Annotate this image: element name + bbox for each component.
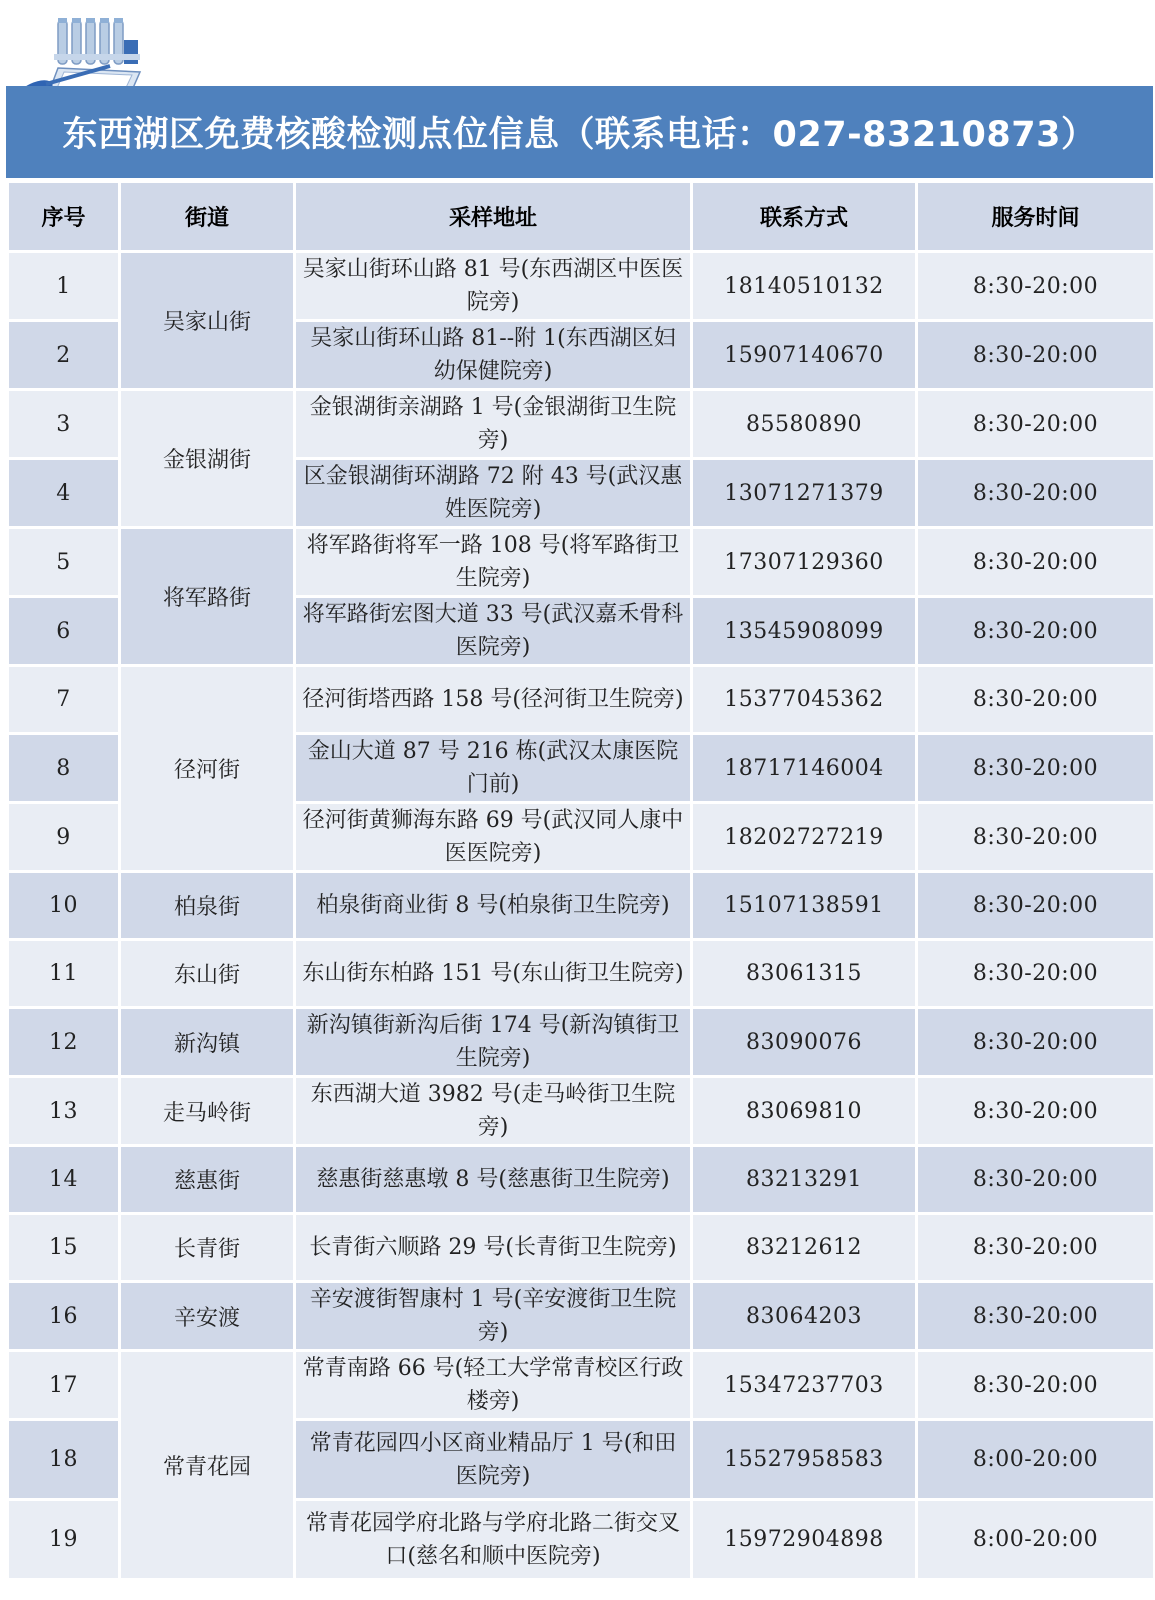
row-index: 1 <box>8 252 120 321</box>
contact-phone: 17307129360 <box>692 528 917 597</box>
sampling-address: 新沟镇街新沟后街 174 号(新沟镇街卫生院旁) <box>295 1008 692 1077</box>
table-row <box>8 1146 1154 1214</box>
contact-phone: 15347237703 <box>692 1351 917 1420</box>
sampling-address: 吴家山街环山路 81 号(东西湖区中医医院旁) <box>295 252 692 321</box>
column-header-address: 采样地址 <box>295 182 692 252</box>
sampling-address: 将军路街宏图大道 33 号(武汉嘉禾骨科医院旁) <box>295 597 692 666</box>
row-index: 16 <box>8 1282 120 1351</box>
contact-phone: 13071271379 <box>692 459 917 528</box>
table-row <box>8 528 1154 597</box>
street-name: 金银湖街 <box>120 390 295 528</box>
contact-phone: 83212612 <box>692 1214 917 1282</box>
service-hours: 8:30-20:00 <box>917 390 1154 459</box>
service-hours: 8:30-20:00 <box>917 872 1154 940</box>
row-index: 3 <box>8 390 120 459</box>
sampling-address: 长青街六顺路 29 号(长青街卫生院旁) <box>295 1214 692 1282</box>
service-hours: 8:30-20:00 <box>917 1146 1154 1214</box>
sampling-address: 金山大道 87 号 216 栋(武汉太康医院门前) <box>295 734 692 803</box>
service-hours: 8:30-20:00 <box>917 459 1154 528</box>
contact-phone: 15107138591 <box>692 872 917 940</box>
sampling-address: 吴家山街环山路 81--附 1(东西湖区妇幼保健院旁) <box>295 321 692 390</box>
sampling-address: 区金银湖街环湖路 72 附 43 号(武汉惠姓医院旁) <box>295 459 692 528</box>
service-hours: 8:30-20:00 <box>917 252 1154 321</box>
contact-phone: 18140510132 <box>692 252 917 321</box>
sampling-address: 柏泉街商业街 8 号(柏泉街卫生院旁) <box>295 872 692 940</box>
service-hours: 8:30-20:00 <box>917 734 1154 803</box>
row-index: 12 <box>8 1008 120 1077</box>
row-index: 9 <box>8 803 120 872</box>
contact-phone: 85580890 <box>692 390 917 459</box>
street-name: 长青街 <box>120 1214 295 1282</box>
service-hours: 8:30-20:00 <box>917 803 1154 872</box>
row-index: 14 <box>8 1146 120 1214</box>
page-title: 东西湖区免费核酸检测点位信息（联系电话：027-83210873） <box>62 115 1097 155</box>
column-header-street: 街道 <box>120 182 295 252</box>
street-name: 慈惠街 <box>120 1146 295 1214</box>
street-name: 东山街 <box>120 940 295 1008</box>
sampling-address: 辛安渡街智康村 1 号(辛安渡街卫生院旁) <box>295 1282 692 1351</box>
contact-phone: 83069810 <box>692 1077 917 1146</box>
contact-phone: 18202727219 <box>692 803 917 872</box>
street-name: 径河街 <box>120 666 295 872</box>
sampling-address: 将军路街将军一路 108 号(将军路街卫生院旁) <box>295 528 692 597</box>
row-index: 19 <box>8 1500 120 1580</box>
service-hours: 8:30-20:00 <box>917 1214 1154 1282</box>
contact-phone: 15527958583 <box>692 1420 917 1500</box>
row-index: 11 <box>8 940 120 1008</box>
service-hours: 8:30-20:00 <box>917 528 1154 597</box>
table-row <box>8 940 1154 1008</box>
table-row <box>8 1077 1154 1146</box>
street-name: 柏泉街 <box>120 872 295 940</box>
service-hours: 8:00-20:00 <box>917 1420 1154 1500</box>
sampling-address: 慈惠街慈惠墩 8 号(慈惠街卫生院旁) <box>295 1146 692 1214</box>
contact-phone: 83064203 <box>692 1282 917 1351</box>
table-row <box>8 1351 1154 1420</box>
row-index: 15 <box>8 1214 120 1282</box>
table-row <box>8 1008 1154 1077</box>
sampling-address: 常青南路 66 号(轻工大学常青校区行政楼旁) <box>295 1351 692 1420</box>
row-index: 8 <box>8 734 120 803</box>
table-row <box>8 1214 1154 1282</box>
sampling-address: 常青花园四小区商业精品厅 1 号(和田医院旁) <box>295 1420 692 1500</box>
service-hours: 8:30-20:00 <box>917 1008 1154 1077</box>
street-name: 吴家山街 <box>120 252 295 390</box>
street-name: 新沟镇 <box>120 1008 295 1077</box>
service-hours: 8:30-20:00 <box>917 597 1154 666</box>
row-index: 7 <box>8 666 120 734</box>
street-name: 辛安渡 <box>120 1282 295 1351</box>
row-index: 17 <box>8 1351 120 1420</box>
row-index: 18 <box>8 1420 120 1500</box>
contact-phone: 15377045362 <box>692 666 917 734</box>
column-header-phone: 联系方式 <box>692 182 917 252</box>
testing-sites-table <box>6 180 1153 1581</box>
sampling-address: 径河街黄狮海东路 69 号(武汉同人康中医医院旁) <box>295 803 692 872</box>
table-row <box>8 872 1154 940</box>
street-name: 走马岭街 <box>120 1077 295 1146</box>
contact-phone: 83213291 <box>692 1146 917 1214</box>
service-hours: 8:30-20:00 <box>917 940 1154 1008</box>
service-hours: 8:30-20:00 <box>917 321 1154 390</box>
table-body <box>8 252 1154 1580</box>
service-hours: 8:30-20:00 <box>917 666 1154 734</box>
contact-phone: 83090076 <box>692 1008 917 1077</box>
contact-phone: 18717146004 <box>692 734 917 803</box>
street-name: 将军路街 <box>120 528 295 666</box>
sampling-address: 东山街东柏路 151 号(东山街卫生院旁) <box>295 940 692 1008</box>
header-banner <box>6 86 1153 178</box>
row-index: 4 <box>8 459 120 528</box>
column-header-index: 序号 <box>8 182 120 252</box>
table-row <box>8 252 1154 321</box>
contact-phone: 13545908099 <box>692 597 917 666</box>
table-row <box>8 1282 1154 1351</box>
row-index: 13 <box>8 1077 120 1146</box>
table-row <box>8 390 1154 459</box>
sampling-address: 常青花园学府北路与学府北路二街交叉口(慈名和顺中医院旁) <box>295 1500 692 1580</box>
contact-phone: 15907140670 <box>692 321 917 390</box>
row-index: 6 <box>8 597 120 666</box>
service-hours: 8:30-20:00 <box>917 1282 1154 1351</box>
table-header-row <box>8 182 1154 252</box>
row-index: 2 <box>8 321 120 390</box>
row-index: 10 <box>8 872 120 940</box>
contact-phone: 15972904898 <box>692 1500 917 1580</box>
service-hours: 8:00-20:00 <box>917 1500 1154 1580</box>
column-header-hours: 服务时间 <box>917 182 1154 252</box>
service-hours: 8:30-20:00 <box>917 1077 1154 1146</box>
row-index: 5 <box>8 528 120 597</box>
street-name: 常青花园 <box>120 1351 295 1580</box>
table-row <box>8 666 1154 734</box>
service-hours: 8:30-20:00 <box>917 1351 1154 1420</box>
sampling-address: 金银湖街亲湖路 1 号(金银湖街卫生院旁) <box>295 390 692 459</box>
sites-table-container <box>6 180 1153 1600</box>
sampling-address: 径河街塔西路 158 号(径河街卫生院旁) <box>295 666 692 734</box>
contact-phone: 83061315 <box>692 940 917 1008</box>
sampling-address: 东西湖大道 3982 号(走马岭街卫生院旁) <box>295 1077 692 1146</box>
